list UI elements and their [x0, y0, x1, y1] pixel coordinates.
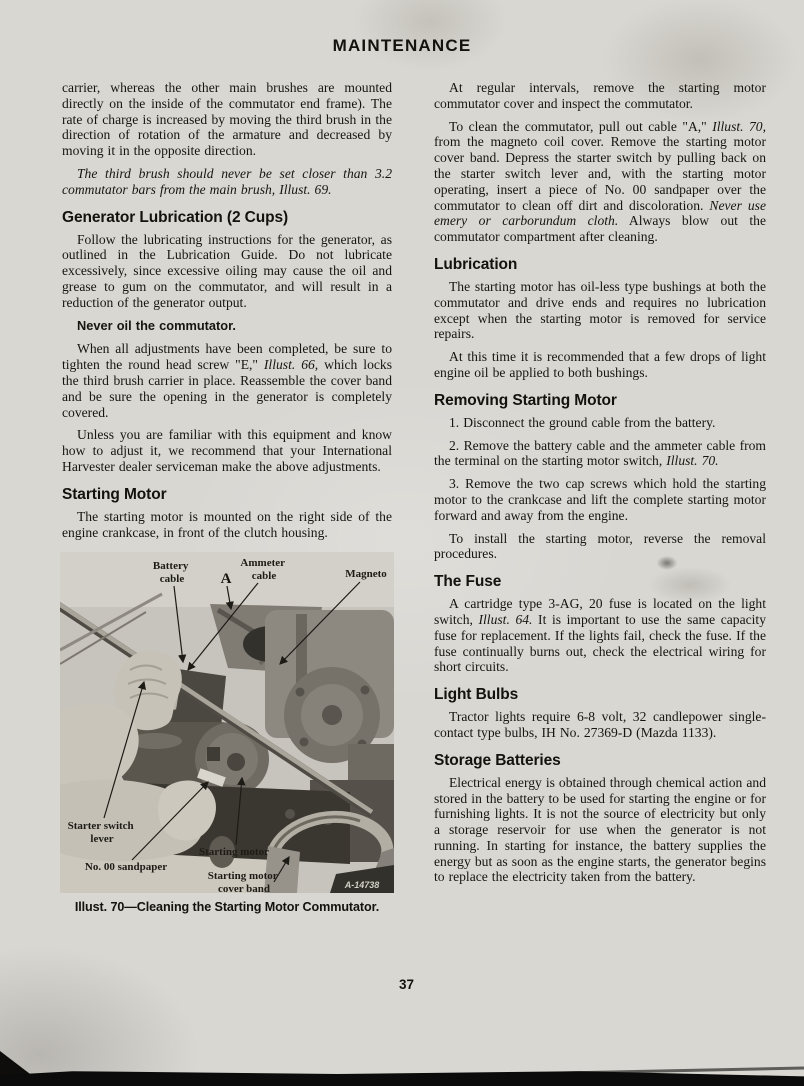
left-column	[62, 80, 392, 914]
paragraph-light-bulbs: Tractor lights require 6-8 volt, 32 candlepower single-contact type bulbs, IH No. 27369-D (Mazda 1133).	[434, 709, 766, 740]
text-segment: from the magneto coil cover. Remove the starting motor cover band. Depress the starter switch by pulling back on the starter switch lever and, with the starting motor operating, insert a piece of No. 00 sandpaper over the commutator to clean off dirt and discoloration.	[434, 134, 766, 213]
figure-label-battery-cable: Battery cable	[152, 560, 189, 586]
figure-label-a-marker: A	[220, 571, 232, 588]
paragraph-fuse	[434, 596, 766, 675]
paragraph-regular-intervals: At regular intervals, remove the starting motor commutator cover and inspect the commutator.	[434, 80, 766, 111]
heading-generator-lubrication: Generator Lubrication (2 Cups)	[62, 208, 289, 226]
paragraph-clean-commutator	[434, 119, 766, 245]
figure-photo-code: A-14738	[344, 880, 380, 891]
text-segment: A cartridge type 3-AG, 20 fuse is located on the light switch,	[434, 596, 766, 627]
right-column	[434, 80, 766, 892]
text-segment: Always blow out the commutator compartment after cleaning.	[434, 213, 766, 245]
heading-storage-batteries: Storage Batteries	[434, 751, 561, 769]
heading-starting-motor: Starting Motor	[62, 485, 167, 503]
text-segment: To clean the commutator, pull out cable "A,"	[449, 118, 713, 134]
note-never-oil: Never oil the commutator.	[77, 317, 236, 333]
illust-66-reference: Illust. 66,	[263, 357, 319, 373]
paragraph-unless-familiar: Unless you are familiar with this equipment and know how to adjust it, we recommend that your International Harvester dealer serviceman make the above adjustments.	[62, 427, 392, 474]
note-third-brush: The third brush should never be set closer than 3.2 commutator bars from the main brush, Illust. 69.	[62, 165, 392, 197]
paragraph-motor-mounted: The starting motor is mounted on the right side of the engine crankcase, in front of the clutch housing.	[62, 508, 392, 540]
illust-64-reference: Illust. 64.	[478, 611, 533, 627]
figure-photo	[60, 552, 394, 893]
figure-label-sandpaper: No. 00 sandpaper	[84, 861, 168, 874]
heading-light-bulbs: Light Bulbs	[434, 686, 519, 704]
page-header-title: MAINTENANCE	[332, 36, 472, 55]
figure-label-magneto: Magneto	[345, 568, 387, 581]
step-2	[434, 438, 766, 470]
figure-label-starter-switch-lever: Starter switch lever	[67, 820, 134, 846]
paragraph-carrier: carrier, whereas the other main brushes are mounted directly on the inside of the commutator end frame). The rate of charge is increased by moving the third brush in the direction of rotation of the armature and decreased by moving it in the opposite direction.	[62, 80, 392, 159]
heading-lubrication: Lubrication	[434, 255, 518, 273]
figure-label-starting-motor: Starting motor	[199, 846, 269, 859]
illust-70-reference: Illust. 70.	[666, 453, 719, 469]
illust-70-reference: Illust. 70,	[712, 118, 766, 134]
text-segment: When all adjustments have been completed, be sure to tighten the round head screw "E,"	[62, 341, 392, 373]
step-3: 3. Remove the two cap screws which hold the starting motor to the crankcase and lift the complete starting motor forward and away from the engine.	[434, 476, 766, 523]
step-1: 1. Disconnect the ground cable from the battery.	[449, 414, 716, 430]
figure-caption: Illust. 70—Cleaning the Starting Motor Commutator.	[74, 900, 380, 915]
paragraph-adjustments	[62, 341, 392, 420]
text-segment: 2. Remove the battery cable and the ammeter cable from the terminal on the starting motor switch,	[434, 437, 766, 469]
paragraph-install-reverse: To install the starting motor, reverse the removal procedures.	[434, 530, 766, 562]
heading-removing-starting-motor: Removing Starting Motor	[434, 391, 617, 409]
paragraph-storage-batteries: Electrical energy is obtained through chemical action and stored in the battery to be used for starting the engine or for furnishing lights. It is not the source of electricity but only a storage reservoir for use when the generator is not running. In starting for instance, the battery supplies the energy but as soon as the engine starts, the generator begins to replace the electricity taken from the battery.	[434, 774, 766, 885]
heading-the-fuse: The Fuse	[434, 573, 502, 591]
figure-label-cover-band: Starting motor cover band	[207, 870, 278, 894]
paragraph-few-drops: At this time it is recommended that a few drops of light engine oil be applied to both bushings.	[434, 349, 766, 380]
figure-illust-70	[60, 552, 394, 914]
figure-label-ammeter-cable: Ammeter cable	[240, 557, 285, 583]
page-number: 37	[399, 977, 415, 992]
paragraph-follow-lubricating: Follow the lubricating instructions for the generator, as outlined in the Lubrication Guide. Do not lubricate excessively, since excessive oiling may cause the oil and grease to gum on the commutator, and will result in a reduction of the generator output.	[62, 231, 392, 310]
text-segment: which locks the third brush carrier in place. Reassemble the cover band and be sure the opening in the generator is completely covered.	[62, 357, 392, 420]
paragraph-oilless-bushings: The starting motor has oil-less type bushings at both the commutator and drive ends and requires no lubrication except when the starting motor is removed for service repairs.	[434, 278, 766, 342]
warning-emery-cloth: Never use emery or carborundum cloth.	[434, 197, 767, 229]
text-segment: It is important to use the same capacity fuse for replacement. If the lights fail, check the fuse. If the fuse continually burns out, check the electrical wiring for short circuits.	[434, 611, 766, 675]
scan-artifact-corner	[0, 1051, 34, 1077]
